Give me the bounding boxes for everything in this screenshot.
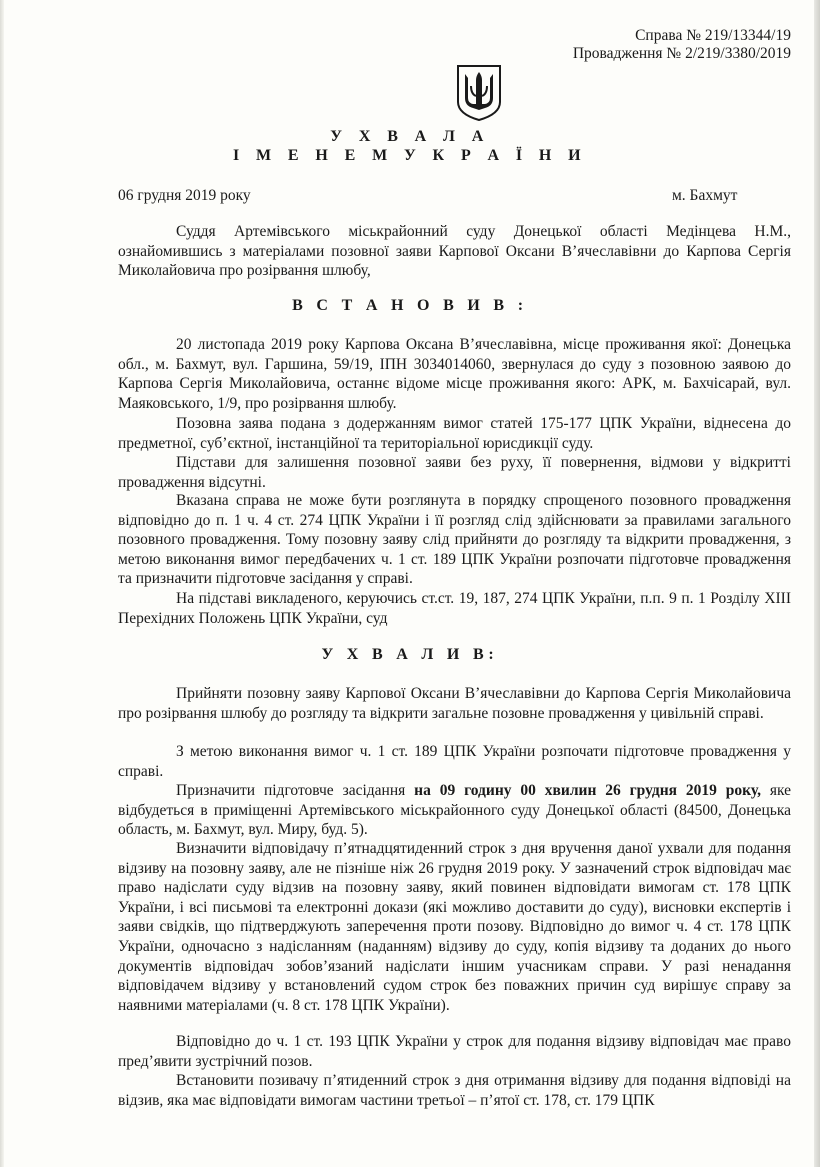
document-title: У Х В А Л А bbox=[330, 128, 490, 145]
document-date: 06 грудня 2019 року bbox=[118, 187, 251, 204]
hearing-datetime: на 09 годину 00 хвилин 26 грудня 2019 року, bbox=[414, 782, 761, 799]
section-heading-ruled: У Х В А Л И В: bbox=[321, 646, 499, 663]
document-city: м. Бахмут bbox=[672, 187, 738, 204]
hearing-text-after: яке відбудеться в приміщенні Артемівського міськрайонного суду Донецької області (84500, Донецька область, м. Бахмут, вул. Миру, буд. 5). bbox=[118, 782, 791, 839]
tryzub-emblem-icon bbox=[455, 64, 503, 122]
established-paragraph: Підстави для залишення позовної заяви без руху, її повернення, відмови у відкритті провадження відсутні. bbox=[118, 454, 791, 491]
ruled-paragraph-prep: З метою виконання вимог ч. 1 ст. 189 ЦПК України розпочати підготовче провадження у справі. bbox=[118, 743, 791, 780]
established-paragraph: 20 листопада 2019 року Карпова Оксана В’ячеславівна, місце проживання якої: Донецька обл., м. Бахмут, вул. Гаршина, 59/19, ІПН 3034014060, звернулася до суду з позовною заявою до Карпова Сергія Миколайовича, останнє відоме місце проживання якого: АРК, м. Бахчісарай, вул. Маяковського, 1/9, про розірвання шлюбу. bbox=[118, 336, 791, 412]
ruled-paragraph-hearing bbox=[118, 781, 791, 840]
hearing-text-before: Призначити підготовче засідання bbox=[176, 782, 415, 799]
document-subtitle: І М Е Н Е М У К Р А Ї Н И bbox=[232, 147, 587, 164]
established-paragraph: На підставі викладеного, керуючись ст.ст. 19, 187, 274 ЦПК України, п.п. 9 п. 1 Розділу XIII Перехідних Положень ЦПК України, суд bbox=[118, 590, 791, 627]
proceeding-number: Провадження № 2/219/3380/2019 bbox=[572, 45, 791, 62]
ruled-paragraph-reply: Встановити позивачу п’ятиденний строк з дня отримання відзиву для подання відповіді на відзив, яка має відповідати вимогам частини третьої – п’ятої ст. 178, ст. 179 ЦПК bbox=[118, 1072, 791, 1109]
intro-paragraph: Суддя Артемівського міськрайонний суду Донецької області Медінцева Н.М., ознайомившись з матеріалами позовної заяви Карпової Оксани В’ячеславівни до Карпова Сергія Миколайовича про розірвання шлюбу, bbox=[118, 223, 791, 280]
section-heading-established: В С Т А Н О В И В : bbox=[292, 297, 528, 314]
page-edge-shadow-left bbox=[0, 0, 4, 1167]
page-edge-shadow-right bbox=[814, 0, 820, 1167]
ruled-paragraph-response: Визначити відповідачу п’ятнадцятиденний строк з дня вручення даної ухвали для подання відзиву на позовну заяву, але не пізніше ніж 26 грудня 2019 року. У зазначений строк відповідач має право надіслати суду відзив на позовну заяву, який повинен відповідати вимогам ст. 178 ЦПК України, і всі письмові та електронні докази (які можливо доставити до суду), висновки експертів і заяви свідків, що підтверджують заперечення проти позову. Відповідно до вимог ч. 4 ст. 178 ЦПК України, одночасно з надісланням (наданням) відзиву до суду, копія відзиву та доданих до нього документів відповідач зобов’язаний надіслати іншим учасникам справи. У разі ненадання відповідачем відзиву у встановлений судом строк без поважних причин суд вирішує справу за наявними матеріалами (ч. 8 ст. 178 ЦПК України). bbox=[118, 840, 791, 1014]
established-paragraph: Позовна заява подана з додержанням вимог статей 175-177 ЦПК України, віднесена до предметної, суб’єктної, інстанційної та територіальної юрисдикції суду. bbox=[118, 415, 791, 452]
case-number: Справа № 219/13344/19 bbox=[635, 27, 791, 44]
ruled-paragraph-accept: Прийняти позовну заяву Карпової Оксани В’ячеславівни до Карпова Сергія Миколайовича про розірвання шлюбу до розгляду та відкрити загальне позовне провадження у цивільній справі. bbox=[118, 685, 791, 722]
ruled-paragraph-counterclaim: Відповідно до ч. 1 ст. 193 ЦПК України у строк для подання відзиву відповідач має право пред’явити зустрічний позов. bbox=[118, 1033, 791, 1070]
established-paragraph: Вказана справа не може бути розглянута в порядку спрощеного позовного провадження відповідно до п. 1 ч. 4 ст. 274 ЦПК України і її розгляд слід здійснювати за правилами загального позовного провадження. Тому позовну заяву слід прийняти до розгляду та відкрити провадження, з метою виконання вимог передбачених ч. 1 ст. 189 ЦПК України розпочати підготовче провадження та призначити підготовче засідання у справі. bbox=[118, 492, 791, 588]
